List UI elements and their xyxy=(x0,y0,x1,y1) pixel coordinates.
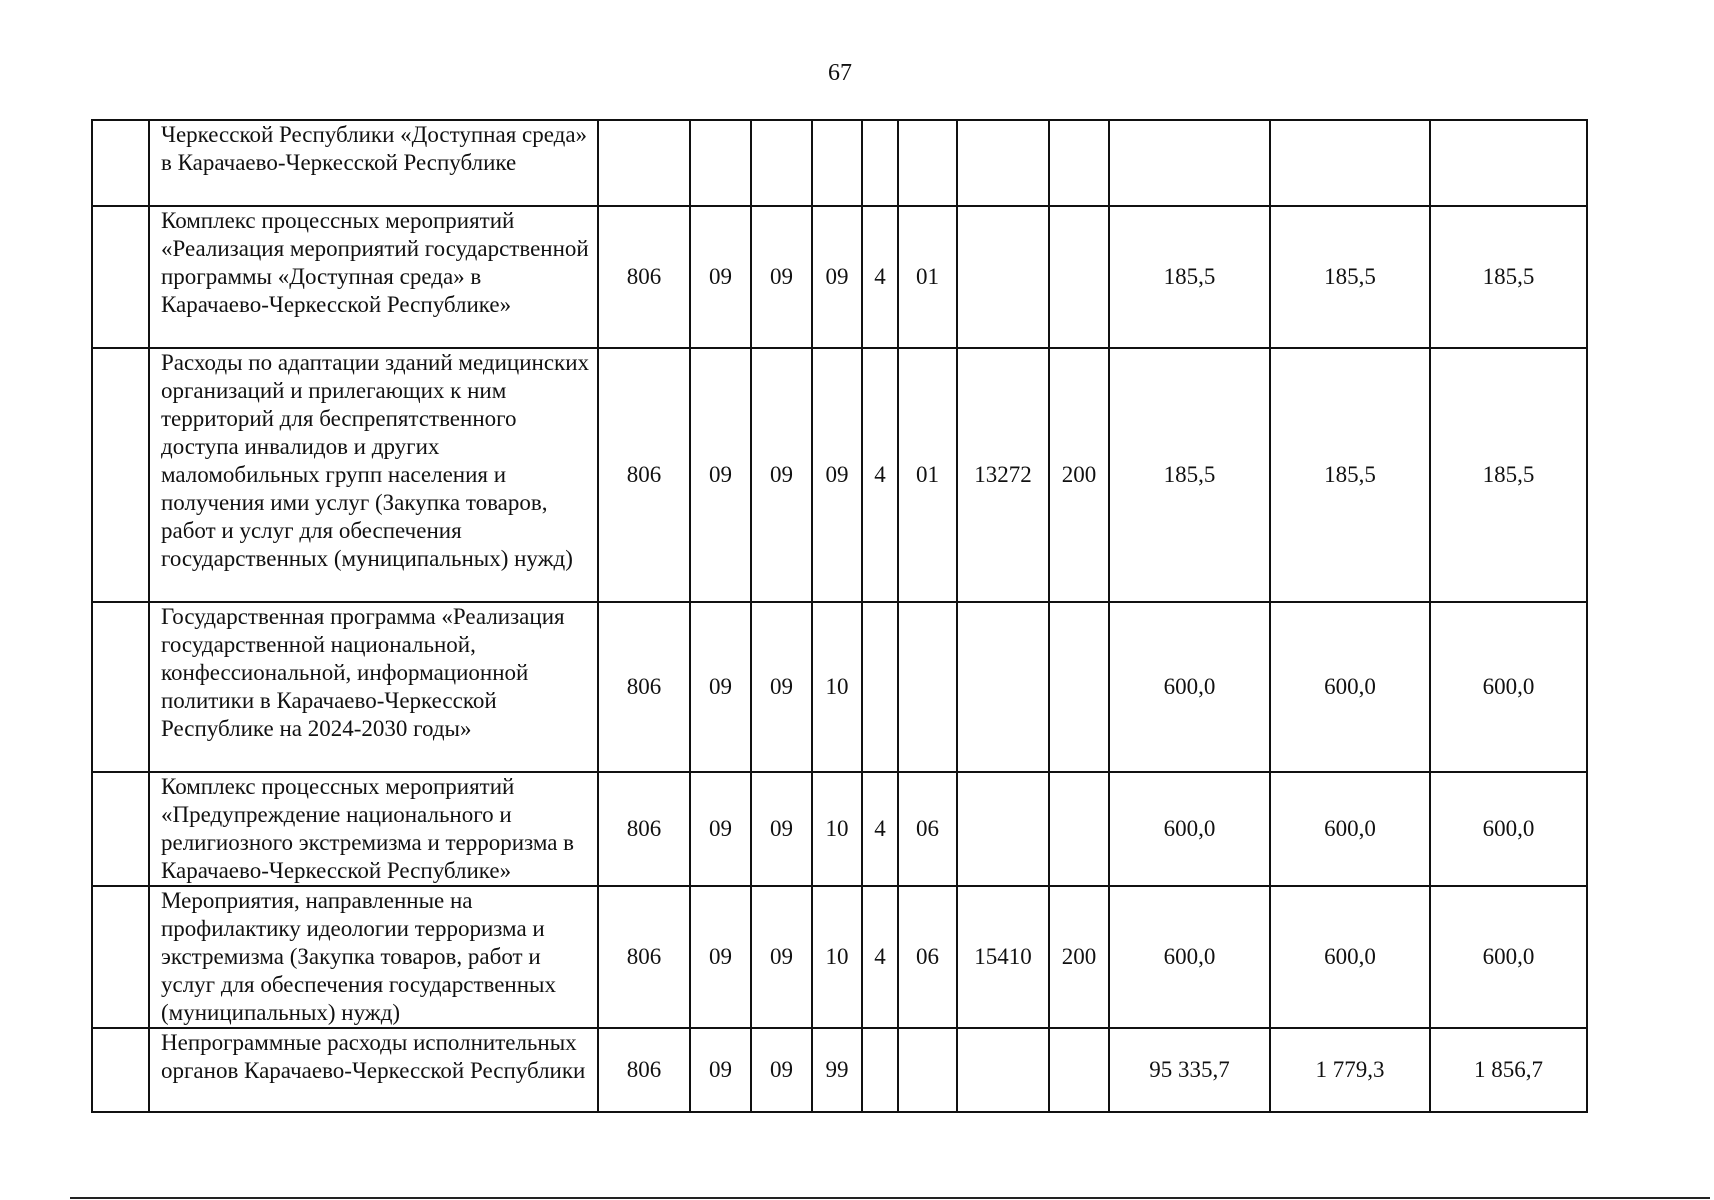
item-name: Комплекс процессных мероприятий «Предупреждение национального и религиозного экстремизма и терроризма в Карачаево-Черкесской Республике» xyxy=(149,772,598,886)
subsection-code: 09 xyxy=(751,1028,812,1112)
program-code: 10 xyxy=(812,602,862,772)
ministry-code: 806 xyxy=(598,348,690,602)
expense-type-code: 200 xyxy=(1049,348,1109,602)
program-code: 10 xyxy=(812,886,862,1028)
table-body xyxy=(92,120,1587,1112)
item-name: Черкесской Республики «Доступная среда» в Карачаево-Черкесской Республике xyxy=(149,120,598,206)
amount-year-2 xyxy=(1270,120,1430,206)
row-number-cell xyxy=(92,348,149,602)
amount-year-2: 600,0 xyxy=(1270,886,1430,1028)
program-code xyxy=(812,120,862,206)
section-code: 09 xyxy=(690,886,751,1028)
structural-element-code: 06 xyxy=(898,772,957,886)
program-type-code xyxy=(862,120,898,206)
structural-element-code xyxy=(898,602,957,772)
amount-year-3: 185,5 xyxy=(1430,206,1587,348)
program-code: 09 xyxy=(812,206,862,348)
amount-year-1 xyxy=(1109,120,1270,206)
expense-direction-code xyxy=(957,1028,1049,1112)
expense-type-code xyxy=(1049,1028,1109,1112)
table-row xyxy=(92,886,1587,1028)
section-code: 09 xyxy=(690,206,751,348)
structural-element-code: 01 xyxy=(898,348,957,602)
expense-direction-code: 15410 xyxy=(957,886,1049,1028)
amount-year-1: 185,5 xyxy=(1109,206,1270,348)
subsection-code: 09 xyxy=(751,772,812,886)
expense-direction-code xyxy=(957,772,1049,886)
ministry-code xyxy=(598,120,690,206)
structural-element-code: 01 xyxy=(898,206,957,348)
program-code: 99 xyxy=(812,1028,862,1112)
expense-type-code: 200 xyxy=(1049,886,1109,1028)
budget-table xyxy=(91,119,1588,1113)
section-code: 09 xyxy=(690,1028,751,1112)
amount-year-1: 95 335,7 xyxy=(1109,1028,1270,1112)
ministry-code: 806 xyxy=(598,206,690,348)
amount-year-3: 600,0 xyxy=(1430,886,1587,1028)
amount-year-2: 600,0 xyxy=(1270,772,1430,886)
row-number-cell xyxy=(92,206,149,348)
expense-direction-code xyxy=(957,602,1049,772)
amount-year-3: 600,0 xyxy=(1430,602,1587,772)
row-number-cell xyxy=(92,772,149,886)
table-row xyxy=(92,1028,1587,1112)
amount-year-3: 1 856,7 xyxy=(1430,1028,1587,1112)
amount-year-2: 600,0 xyxy=(1270,602,1430,772)
item-name: Комплекс процессных мероприятий «Реализация мероприятий государственной программы «Доступная среда» в Карачаево-Черкесской Республике» xyxy=(149,206,598,348)
structural-element-code xyxy=(898,1028,957,1112)
section-code: 09 xyxy=(690,602,751,772)
program-type-code: 4 xyxy=(862,772,898,886)
expense-direction-code xyxy=(957,120,1049,206)
ministry-code: 806 xyxy=(598,602,690,772)
structural-element-code xyxy=(898,120,957,206)
item-name: Непрограммные расходы исполнительных органов Карачаево-Черкесской Республики xyxy=(149,1028,598,1112)
section-code: 09 xyxy=(690,348,751,602)
program-type-code xyxy=(862,602,898,772)
table-row xyxy=(92,120,1587,206)
subsection-code: 09 xyxy=(751,348,812,602)
amount-year-1: 600,0 xyxy=(1109,602,1270,772)
expense-type-code xyxy=(1049,120,1109,206)
program-type-code: 4 xyxy=(862,348,898,602)
expense-type-code xyxy=(1049,602,1109,772)
ministry-code: 806 xyxy=(598,1028,690,1112)
section-code: 09 xyxy=(690,772,751,886)
table-row xyxy=(92,348,1587,602)
ministry-code: 806 xyxy=(598,886,690,1028)
amount-year-3: 185,5 xyxy=(1430,348,1587,602)
row-number-cell xyxy=(92,602,149,772)
row-number-cell xyxy=(92,1028,149,1112)
program-type-code: 4 xyxy=(862,206,898,348)
amount-year-1: 600,0 xyxy=(1109,772,1270,886)
subsection-code: 09 xyxy=(751,206,812,348)
expense-direction-code xyxy=(957,206,1049,348)
program-type-code: 4 xyxy=(862,886,898,1028)
row-number-cell xyxy=(92,120,149,206)
table-row xyxy=(92,206,1587,348)
amount-year-1: 600,0 xyxy=(1109,886,1270,1028)
amount-year-3: 600,0 xyxy=(1430,772,1587,886)
ministry-code: 806 xyxy=(598,772,690,886)
item-name: Государственная программа «Реализация государственной национальной, конфессиональной, информационной политики в Карачаево-Черкесской Республике на 2024-2030 годы» xyxy=(149,602,598,772)
amount-year-2: 185,5 xyxy=(1270,348,1430,602)
item-name: Расходы по адаптации зданий медицинских организаций и прилегающих к ним территорий для беспрепятственного доступа инвалидов и других маломобильных групп населения и получения ими услуг (Закупка товаров, работ и услуг для обеспечения государственных (муниципальных) нужд) xyxy=(149,348,598,602)
expense-direction-code: 13272 xyxy=(957,348,1049,602)
row-number-cell xyxy=(92,886,149,1028)
expense-type-code xyxy=(1049,206,1109,348)
page-bottom-rule xyxy=(70,1197,1710,1199)
table-row xyxy=(92,602,1587,772)
program-code: 10 xyxy=(812,772,862,886)
amount-year-3 xyxy=(1430,120,1587,206)
program-type-code xyxy=(862,1028,898,1112)
section-code xyxy=(690,120,751,206)
program-code: 09 xyxy=(812,348,862,602)
subsection-code xyxy=(751,120,812,206)
subsection-code: 09 xyxy=(751,886,812,1028)
table-row xyxy=(92,772,1587,886)
structural-element-code: 06 xyxy=(898,886,957,1028)
amount-year-2: 185,5 xyxy=(1270,206,1430,348)
expense-type-code xyxy=(1049,772,1109,886)
amount-year-1: 185,5 xyxy=(1109,348,1270,602)
page-number: 67 xyxy=(828,60,852,86)
subsection-code: 09 xyxy=(751,602,812,772)
amount-year-2: 1 779,3 xyxy=(1270,1028,1430,1112)
item-name: Мероприятия, направленные на профилактику идеологии терроризма и экстремизма (Закупка товаров, работ и услуг для обеспечения государственных (муниципальных) нужд) xyxy=(149,886,598,1028)
